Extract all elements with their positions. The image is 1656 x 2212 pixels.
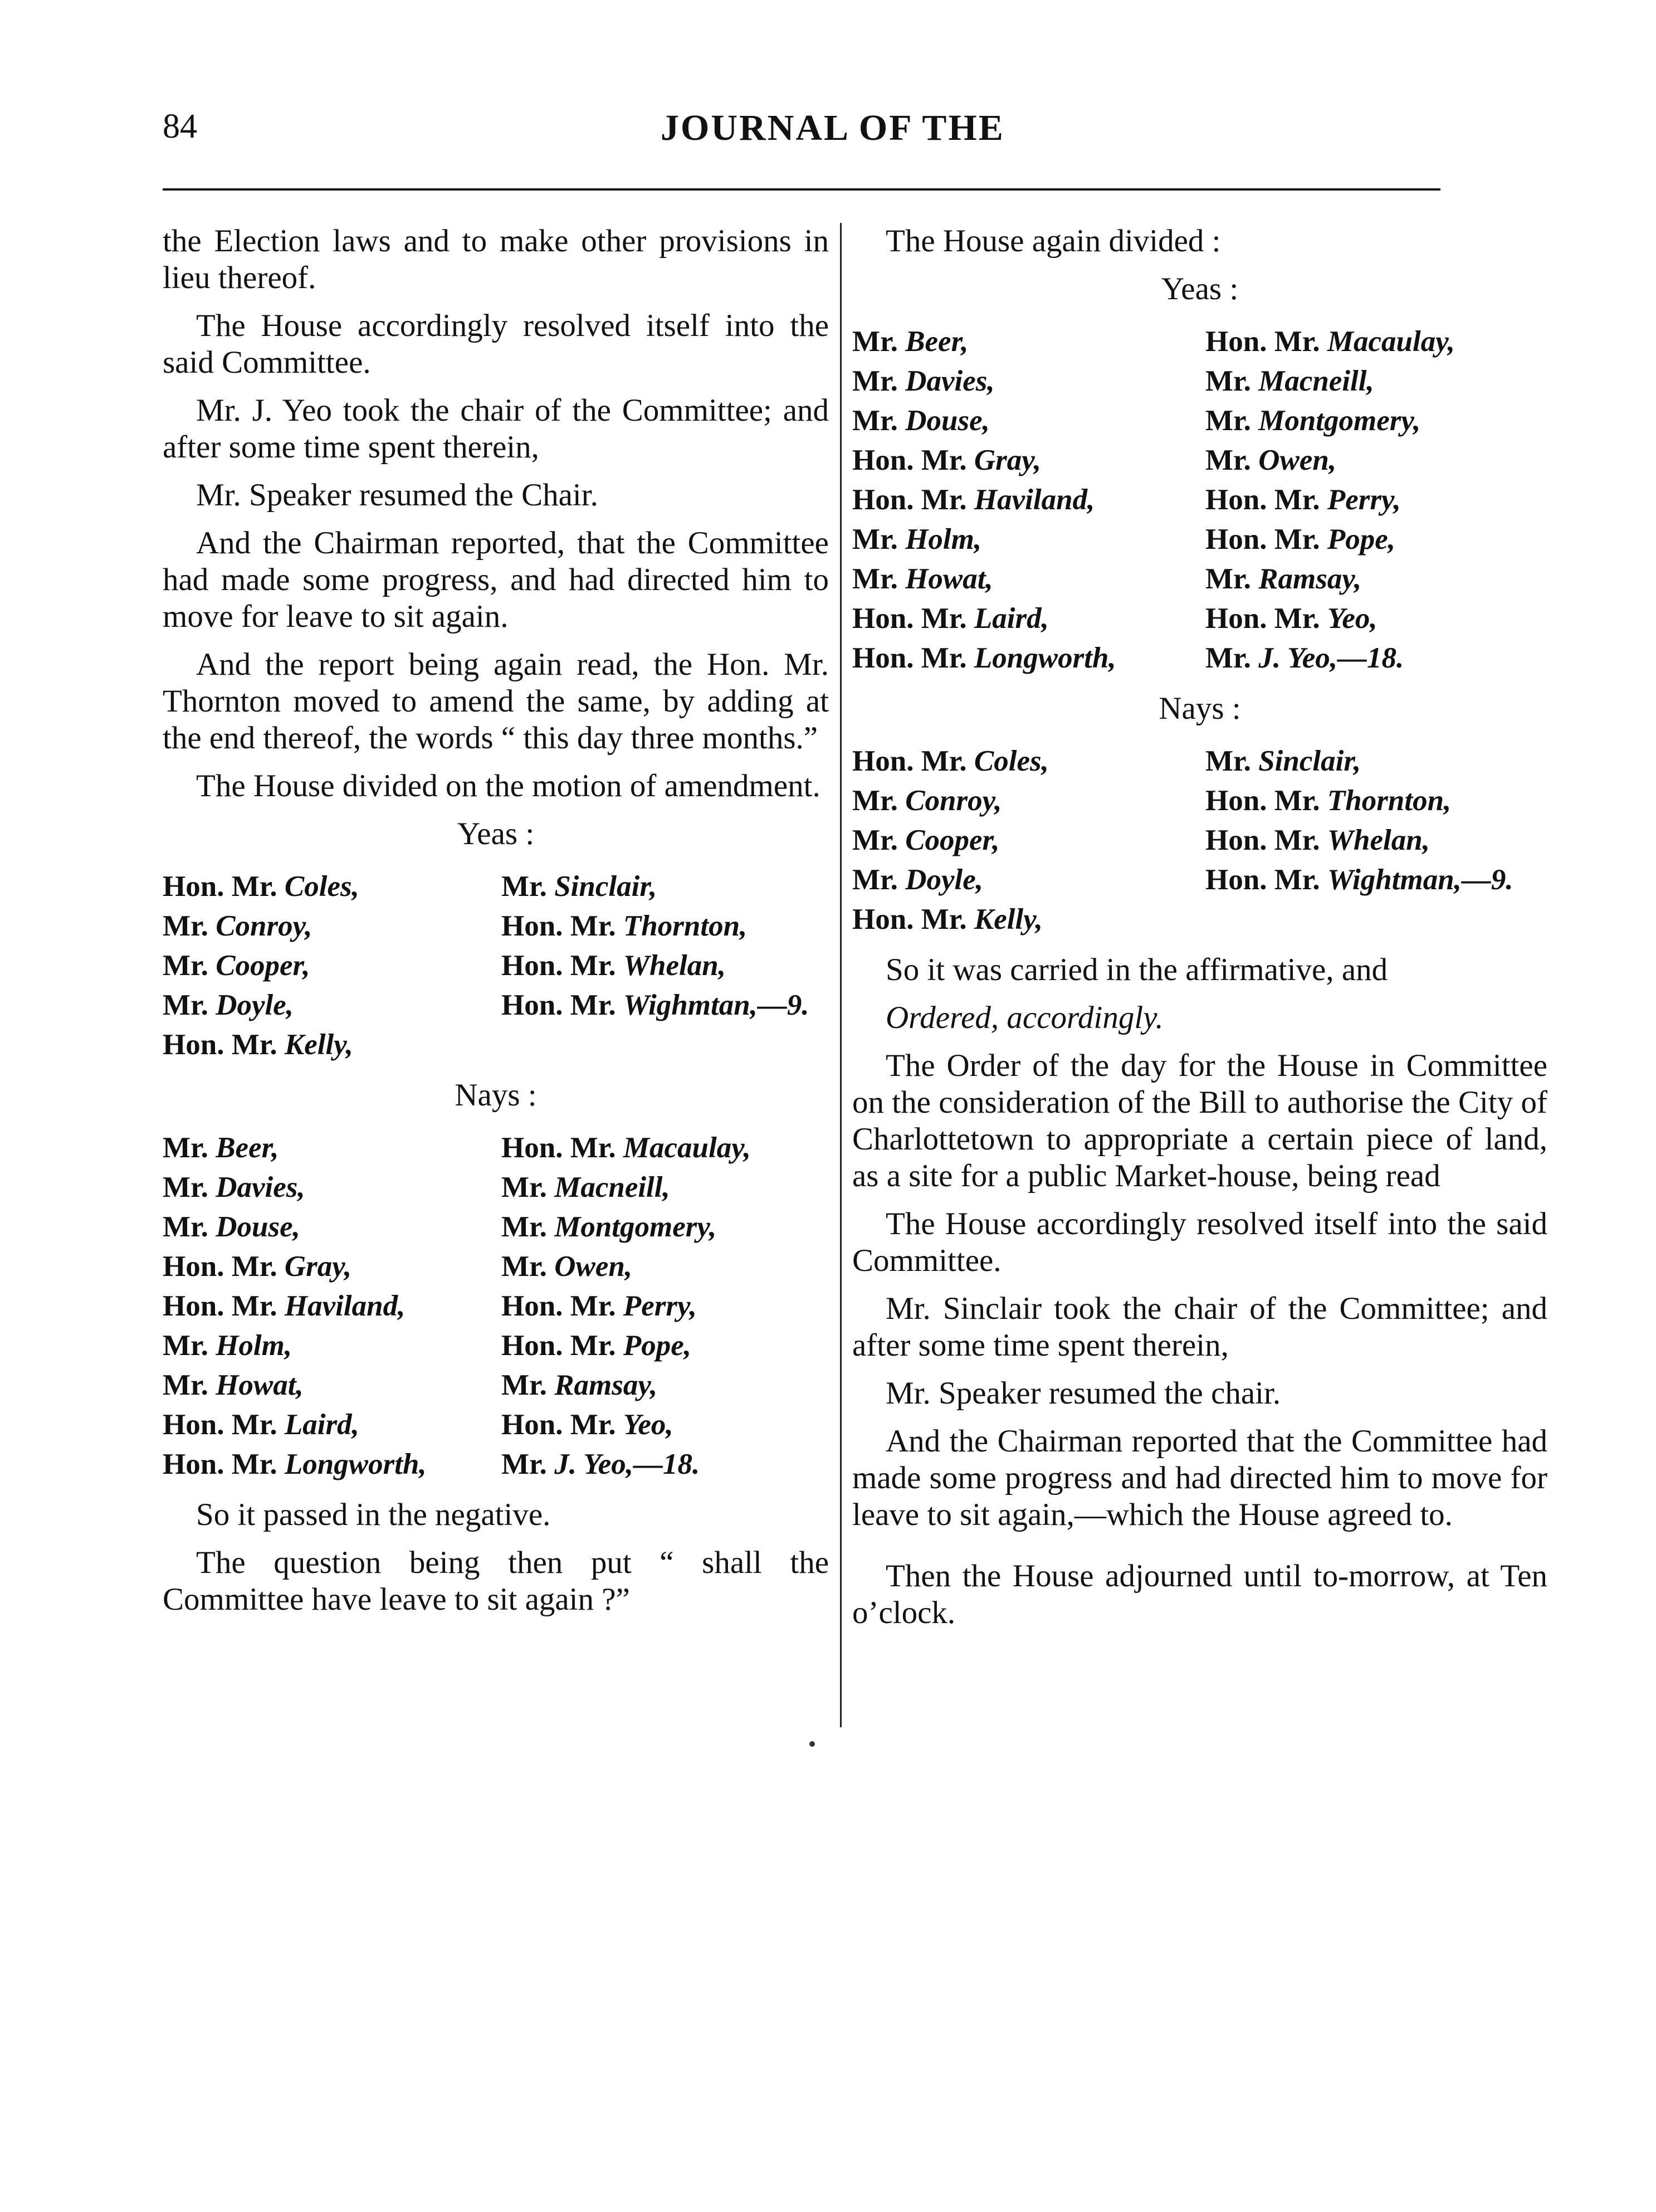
member-name [1205, 441, 1547, 480]
member-name [852, 742, 1194, 781]
yeas-list [163, 867, 829, 1065]
member-title: Hon. Mr. [501, 949, 616, 982]
member-name [501, 907, 829, 946]
member-title: Mr. [163, 910, 208, 942]
member-name [501, 1287, 829, 1326]
paragraph: Mr. Speaker resumed the Chair. [196, 478, 598, 513]
column-divider [840, 223, 842, 1727]
member-surname: Longworth, [284, 1448, 427, 1480]
member-name [163, 1025, 490, 1065]
header-rule [163, 188, 1440, 191]
member-title: Mr. [163, 1211, 208, 1243]
member-name [852, 900, 1194, 939]
member-name [501, 986, 829, 1025]
member-name [852, 480, 1194, 520]
paragraph: The Order of the day for the House in Committee on the consideration of the Bill to authorise the City of Charlottetown to appropriate a certain piece of land, as a site for a public Market-house, being read [852, 1048, 1547, 1193]
member-name [852, 599, 1194, 639]
member-surname: Montgomery, [554, 1211, 717, 1243]
member-surname: Douse, [905, 405, 990, 437]
member-name [501, 1168, 829, 1207]
member-surname: Cooper, [905, 824, 1000, 856]
member-name [1205, 480, 1547, 520]
paragraph: Mr. Sinclair took the chair of the Committee; and after some time spent therein, [852, 1291, 1547, 1363]
member-title: Mr. [163, 1132, 208, 1164]
member-name [163, 1128, 490, 1168]
member-title: Mr. [852, 824, 898, 856]
member-title: Hon. Mr. [501, 910, 616, 942]
member-name [852, 639, 1194, 678]
paragraph: The question being then put “ shall the Committee have leave to sit again ?” [163, 1545, 829, 1617]
member-surname: Coles, [284, 870, 359, 903]
member-title: Mr. [852, 405, 898, 437]
member-surname: Kelly, [974, 903, 1043, 936]
member-surname: Perry, [623, 1290, 697, 1322]
member-surname: Wighmtan,—9. [623, 989, 809, 1021]
member-name [163, 1405, 490, 1445]
member-title: Hon. Mr. [1205, 325, 1320, 358]
member-title: Mr. [1205, 405, 1251, 437]
yeas-list [852, 322, 1547, 678]
member-name [1205, 599, 1547, 639]
member-surname: Ramsay, [554, 1369, 658, 1401]
member-title: Hon. Mr. [163, 1029, 277, 1061]
member-surname: Wightman,—9. [1327, 864, 1513, 896]
member-title: Hon. Mr. [163, 1448, 277, 1480]
member-surname: Ramsay, [1258, 563, 1362, 595]
member-surname: Owen, [1258, 444, 1337, 476]
member-surname: Sinclair, [1258, 745, 1361, 777]
member-surname: Howat, [216, 1369, 304, 1401]
member-surname: Davies, [216, 1171, 305, 1204]
member-surname: J. Yeo,—18. [1258, 642, 1404, 674]
member-surname: Coles, [974, 745, 1049, 777]
member-name [501, 1025, 829, 1065]
member-name [163, 1287, 490, 1326]
member-name [163, 1207, 490, 1247]
member-title: Hon. Mr. [852, 903, 967, 936]
member-title: Hon. Mr. [501, 1329, 616, 1362]
member-surname: Cooper, [216, 949, 310, 982]
paragraph: The House again divided : [886, 223, 1221, 259]
member-name [163, 907, 490, 946]
member-name [501, 867, 829, 907]
member-name [852, 362, 1194, 401]
nays-list [163, 1128, 829, 1484]
member-title: Mr. [852, 563, 898, 595]
member-title: Mr. [852, 864, 898, 896]
member-name [501, 1207, 829, 1247]
member-title: Mr. [1205, 365, 1251, 397]
paragraph: Then the House adjourned until to-morrow, at Ten o’clock. [852, 1558, 1547, 1630]
member-surname: Beer, [216, 1132, 279, 1164]
member-name [1205, 559, 1547, 599]
member-name [501, 1326, 829, 1366]
member-name [163, 1366, 490, 1405]
member-name [501, 1247, 829, 1287]
member-name [501, 1405, 829, 1445]
member-title: Hon. Mr. [852, 444, 967, 476]
member-surname: Owen, [554, 1250, 633, 1283]
nays-heading: Nays : [455, 1078, 537, 1113]
member-title: Mr. [852, 785, 898, 817]
member-surname: Beer, [905, 325, 969, 358]
paragraph: And the Chairman reported that the Committee had made some progress and had directed him to move for leave to sit again,—which the House agreed to. [852, 1424, 1547, 1532]
member-title: Hon. Mr. [1205, 523, 1320, 556]
paragraph: Mr. J. Yeo took the chair of the Committee; and after some time spent therein, [163, 393, 829, 465]
member-name [163, 986, 490, 1025]
member-title: Mr. [501, 1250, 547, 1283]
member-surname: Laird, [974, 602, 1049, 635]
member-title: Mr. [852, 523, 898, 556]
member-surname: Macneill, [554, 1171, 670, 1204]
member-surname: Haviland, [284, 1290, 406, 1322]
yeas-heading: Yeas : [1161, 271, 1239, 306]
member-name [163, 1168, 490, 1207]
member-title: Hon. Mr. [163, 1409, 277, 1441]
member-title: Hon. Mr. [852, 602, 967, 635]
member-name [1205, 900, 1547, 939]
member-title: Mr. [501, 1211, 547, 1243]
member-name [1205, 362, 1547, 401]
member-surname: Perry, [1327, 484, 1401, 516]
member-name [852, 559, 1194, 599]
member-surname: Laird, [284, 1409, 359, 1441]
member-surname: J. Yeo,—18. [554, 1448, 700, 1480]
member-surname: Thornton, [623, 910, 748, 942]
member-surname: Davies, [905, 365, 995, 397]
member-name [163, 1247, 490, 1287]
member-surname: Conroy, [216, 910, 312, 942]
member-title: Hon. Mr. [163, 1290, 277, 1322]
member-surname: Gray, [974, 444, 1042, 476]
member-title: Mr. [163, 1171, 208, 1204]
member-name [852, 781, 1194, 821]
member-surname: Thornton, [1327, 785, 1452, 817]
member-surname: Macneill, [1258, 365, 1374, 397]
member-name [1205, 401, 1547, 441]
member-title: Mr. [501, 870, 547, 903]
member-name [852, 322, 1194, 362]
member-title: Mr. [1205, 444, 1251, 476]
paragraph: Ordered, accordingly. [886, 1000, 1164, 1035]
member-title: Hon. Mr. [501, 989, 616, 1021]
member-name [501, 946, 829, 986]
member-title: Hon. Mr. [163, 1250, 277, 1283]
member-name [163, 1326, 490, 1366]
member-name [1205, 821, 1547, 860]
member-title: Mr. [852, 325, 898, 358]
member-name [501, 1445, 829, 1484]
member-surname: Yeo, [1327, 602, 1377, 635]
member-title: Mr. [501, 1448, 547, 1480]
paragraph: And the report being again read, the Hon. Mr. Thornton moved to amend the same, by adding at the end thereof, the words “ this day three months.” [163, 647, 829, 756]
member-title: Hon. Mr. [852, 484, 967, 516]
member-name [163, 867, 490, 907]
paragraph: Mr. Speaker resumed the chair. [886, 1376, 1281, 1411]
nays-heading: Nays : [1159, 691, 1241, 726]
member-surname: Whelan, [623, 949, 726, 982]
member-name [1205, 781, 1547, 821]
member-name [852, 821, 1194, 860]
nays-list [852, 742, 1547, 939]
paragraph: The House divided on the motion of amendment. [196, 768, 820, 803]
member-name [1205, 520, 1547, 559]
member-surname: Pope, [1327, 523, 1396, 556]
member-name [852, 441, 1194, 480]
member-name [1205, 860, 1547, 900]
member-name [163, 1445, 490, 1484]
member-surname: Holm, [905, 523, 982, 556]
member-title: Mr. [163, 949, 208, 982]
member-name [163, 946, 490, 986]
right-column [852, 223, 1547, 1643]
member-title: Hon. Mr. [1205, 602, 1320, 635]
member-name [1205, 639, 1547, 678]
member-surname: Doyle, [905, 864, 983, 896]
member-title: Hon. Mr. [1205, 824, 1320, 856]
member-surname: Pope, [623, 1329, 692, 1362]
member-surname: Sinclair, [554, 870, 657, 903]
member-surname: Yeo, [623, 1409, 673, 1441]
member-title: Mr. [501, 1171, 547, 1204]
paragraph: the Election laws and to make other provisions in lieu thereof. [163, 223, 829, 295]
member-name [1205, 322, 1547, 362]
page-number: 84 [163, 108, 197, 145]
member-surname: Montgomery, [1258, 405, 1421, 437]
member-surname: Howat, [905, 563, 993, 595]
member-surname: Macaulay, [623, 1132, 751, 1164]
member-name [1205, 742, 1547, 781]
member-name [852, 860, 1194, 900]
left-column [163, 223, 829, 1629]
member-title: Hon. Mr. [501, 1132, 616, 1164]
member-title: Mr. [163, 1369, 208, 1401]
member-surname: Longworth, [974, 642, 1116, 674]
member-name [501, 1128, 829, 1168]
paragraph: The House accordingly resolved itself into the said Committee. [163, 308, 829, 380]
member-surname: Macaulay, [1327, 325, 1455, 358]
member-title: Hon. Mr. [852, 642, 967, 674]
member-name [852, 401, 1194, 441]
member-title: Hon. Mr. [1205, 785, 1320, 817]
paragraph: And the Chairman reported, that the Committee had made some progress, and had directed him to move for leave to sit again. [163, 525, 829, 634]
paragraph: The House accordingly resolved itself into the said Committee. [852, 1206, 1547, 1278]
member-title: Mr. [501, 1369, 547, 1401]
member-title: Hon. Mr. [1205, 484, 1320, 516]
member-surname: Kelly, [284, 1029, 354, 1061]
member-surname: Gray, [284, 1250, 352, 1283]
member-title: Mr. [1205, 642, 1251, 674]
member-name [852, 520, 1194, 559]
member-title: Hon. Mr. [852, 745, 967, 777]
member-title: Mr. [1205, 745, 1251, 777]
member-surname: Holm, [216, 1329, 292, 1362]
yeas-heading: Yeas : [457, 816, 535, 851]
member-title: Mr. [163, 1329, 208, 1362]
member-title: Hon. Mr. [1205, 864, 1320, 896]
member-surname: Doyle, [216, 989, 294, 1021]
paragraph: So it passed in the negative. [196, 1497, 551, 1532]
member-title: Hon. Mr. [501, 1290, 616, 1322]
member-surname: Douse, [216, 1211, 300, 1243]
paragraph: So it was carried in the affirmative, and [886, 952, 1388, 987]
member-title: Hon. Mr. [501, 1409, 616, 1441]
member-name [501, 1366, 829, 1405]
page-dot [809, 1741, 815, 1747]
member-surname: Whelan, [1327, 824, 1430, 856]
running-title: JOURNAL OF THE [661, 108, 1005, 148]
member-surname: Conroy, [905, 785, 1002, 817]
member-title: Mr. [163, 989, 208, 1021]
member-title: Hon. Mr. [163, 870, 277, 903]
member-title: Mr. [1205, 563, 1251, 595]
member-title: Mr. [852, 365, 898, 397]
page-header [0, 0, 1656, 184]
member-surname: Haviland, [974, 484, 1095, 516]
